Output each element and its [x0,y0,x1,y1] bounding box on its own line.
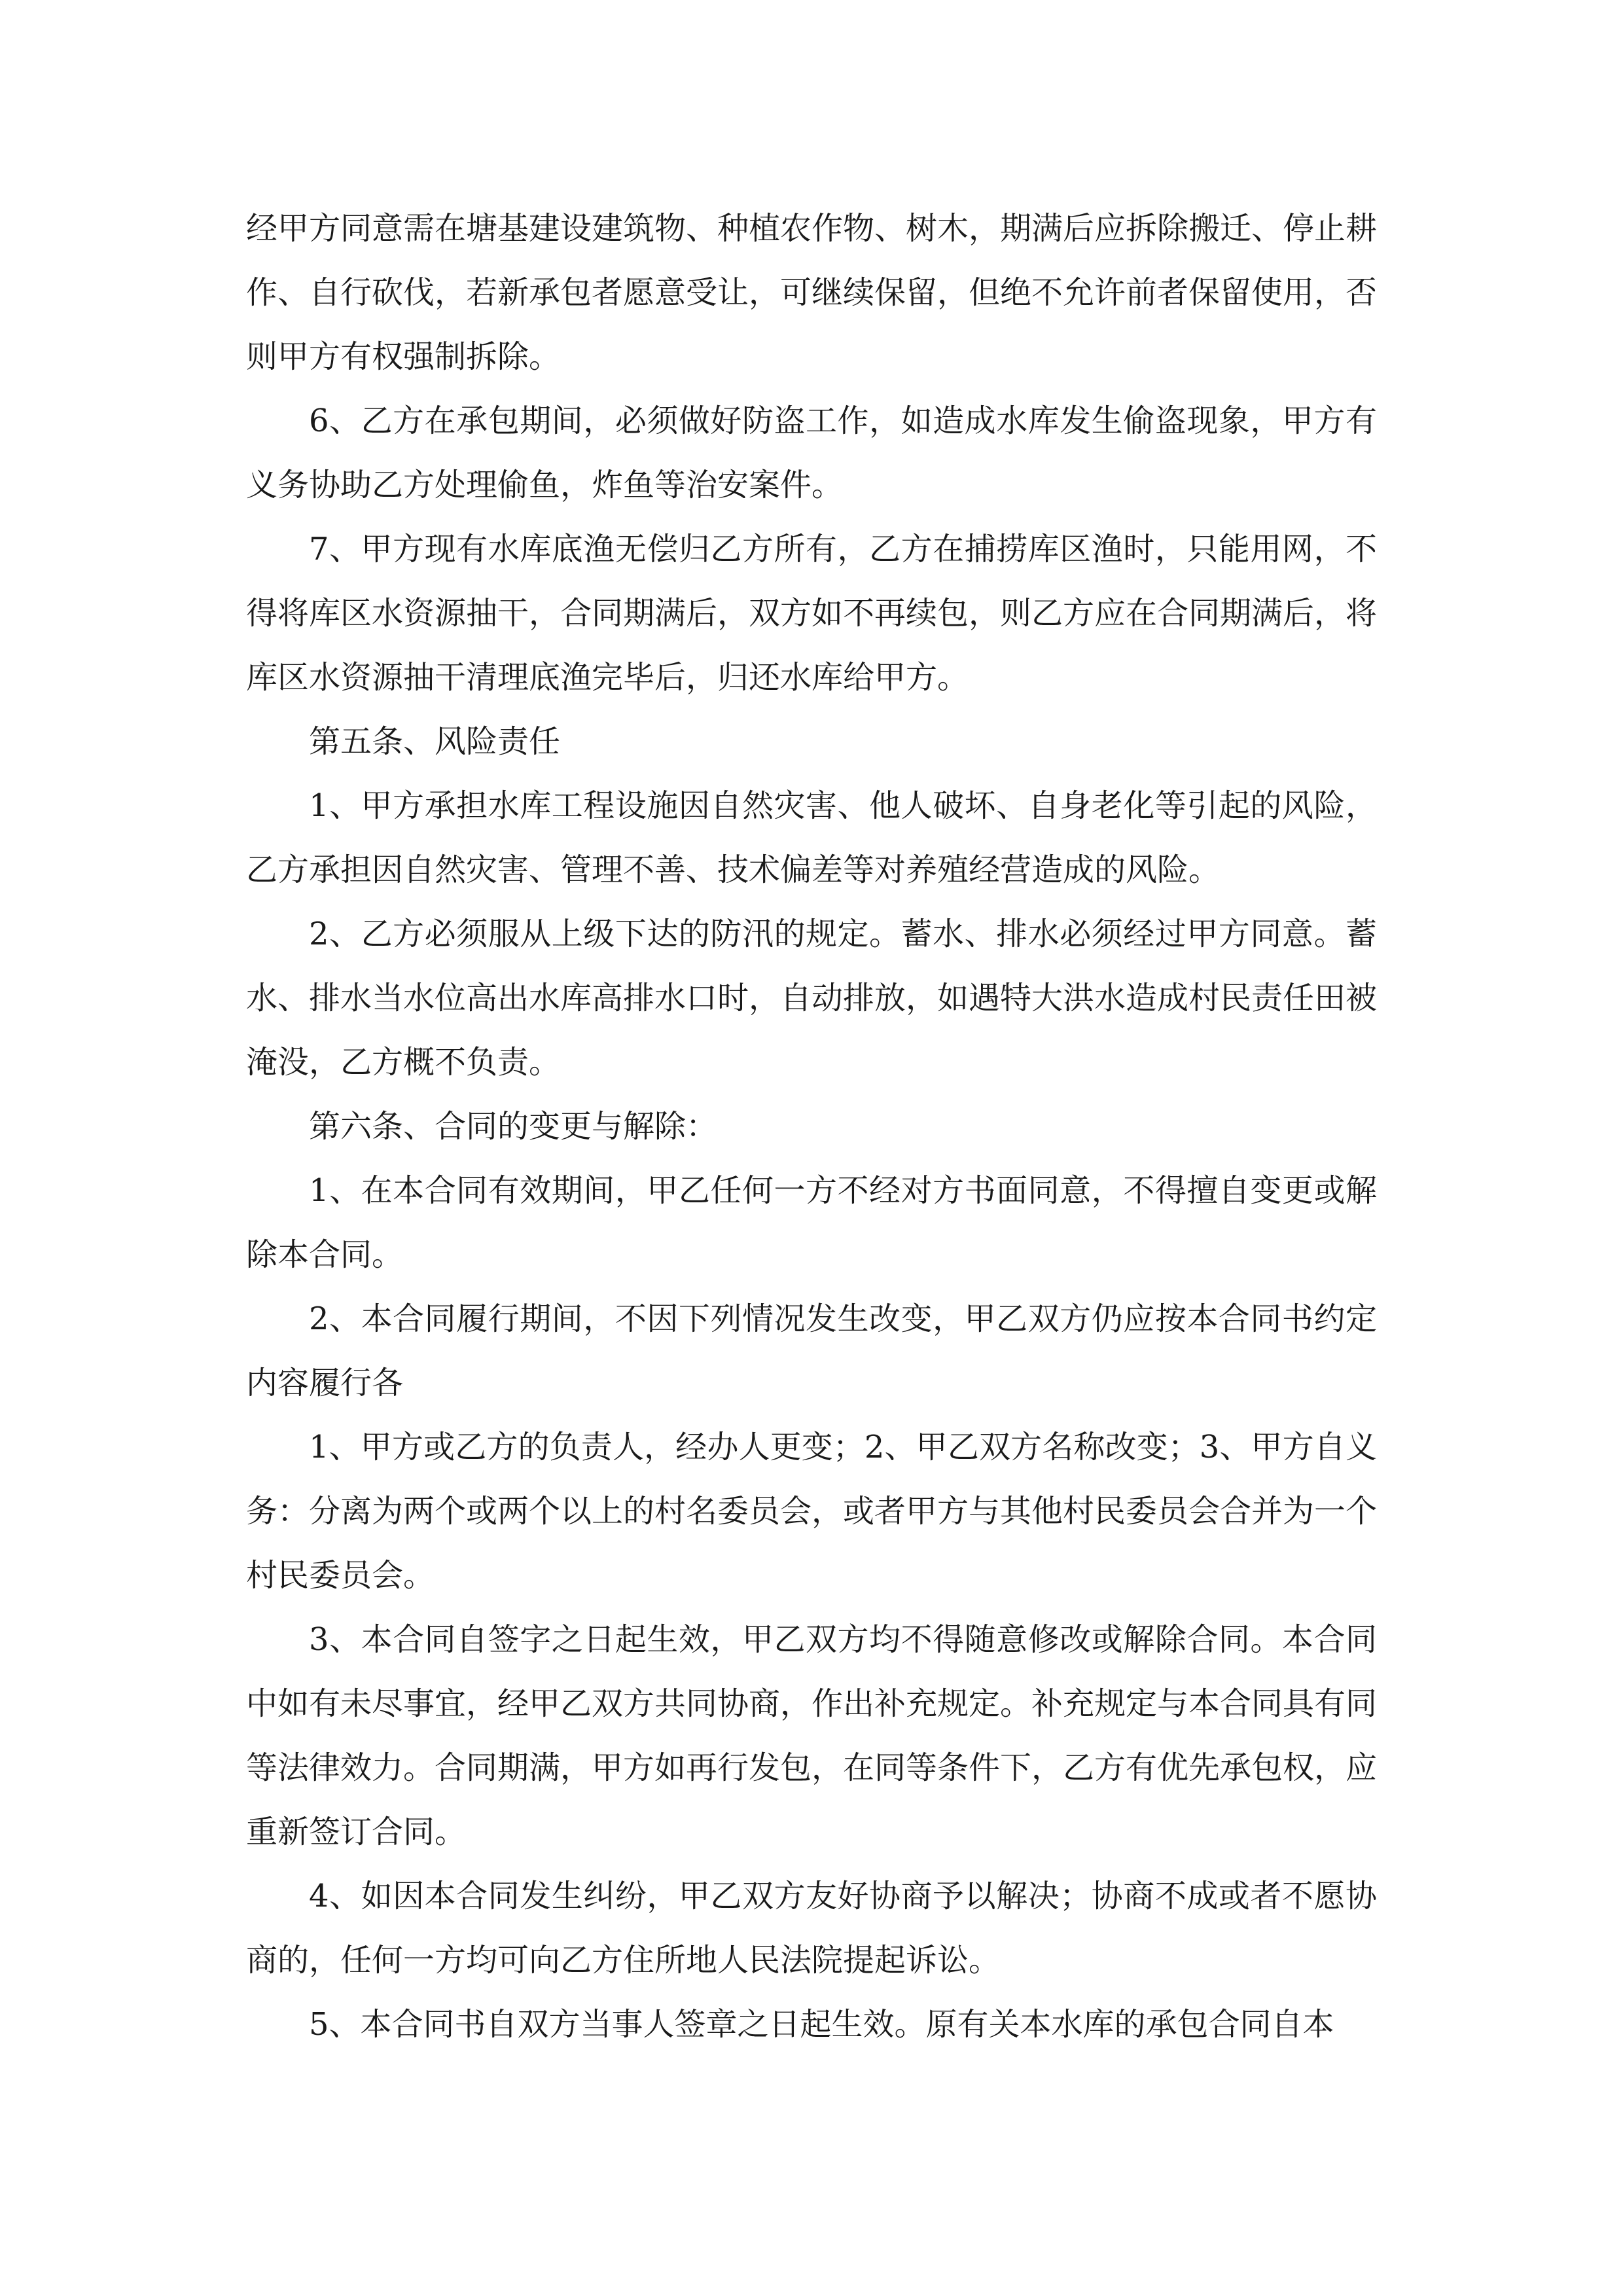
paragraph-change-1: 1、在本合同有效期间，甲乙任何一方不经对方书面同意，不得擅自变更或解除本合同。 [246,1172,1377,1273]
document-body [246,196,1377,2056]
paragraph-change-3: 3、本合同自签字之日起生效，甲乙双方均不得随意修改或解除合同。本合同中如有未尽事宜，经甲乙双方共同协商，作出补充规定。补充规定与本合同具有同等法律效力。合同期满，甲方如再行发包，在同等条件下，乙方有优先承包权，应重新签订合同。 [246,1621,1378,1850]
paragraph-change-4: 4、如因本合同发生纠纷，甲乙双方友好协商予以解决；协商不成或者不愿协商的，任何一方均可向乙方住所地人民法院提起诉讼。 [246,1878,1377,1979]
section-heading-article-5: 第五条、风险责任 [309,723,561,760]
section-heading-article-6: 第六条、合同的变更与解除： [309,1108,718,1145]
paragraph-clause-6: 6、乙方在承包期间，必须做好防盗工作，如造成水库发生偷盗现象，甲方有义务协助乙方处理偷鱼，炸鱼等治安案件。 [246,403,1377,503]
paragraph-change-2: 2、本合同履行期间，不因下列情况发生改变，甲乙双方仍应按本合同书约定内容履行各 [246,1300,1377,1401]
paragraph-change-5: 5、本合同书自双方当事人签章之日起生效。原有关本水库的承包合同自本 [309,2006,1334,2043]
paragraph-continuation: 经甲方同意需在塘基建设建筑物、种植农作物、树木，期满后应拆除搬迁、停止耕作、自行砍伐，若新承包者愿意受让，可继续保留，但绝不允许前者保留使用，否则甲方有权强制拆除。 [246,210,1378,375]
paragraph-change-list: 1、甲方或乙方的负责人，经办人更变；2、甲乙双方名称改变；3、甲方自义务：分离为两个或两个以上的村名委员会，或者甲方与其他村民委员会合并为一个村民委员会。 [246,1429,1378,1594]
paragraph-risk-1: 1、甲方承担水库工程设施因自然灾害、他人破坏、自身老化等引起的风险，乙方承担因自然灾害、管理不善、技术偏差等对养殖经营造成的风险。 [246,787,1377,888]
paragraph-risk-2: 2、乙方必须服从上级下达的防汛的规定。蓄水、排水必须经过甲方同意。蓄水、排水当水位高出水库高排水口时，自动排放，如遇特大洪水造成村民责任田被淹没，乙方概不负责。 [246,916,1378,1081]
paragraph-clause-7: 7、甲方现有水库底渔无偿归乙方所有，乙方在捕捞库区渔时，只能用网，不得将库区水资源抽干，合同期满后，双方如不再续包，则乙方应在合同期满后，将库区水资源抽干清理底渔完毕后，归还水库给甲方。 [246,531,1378,696]
